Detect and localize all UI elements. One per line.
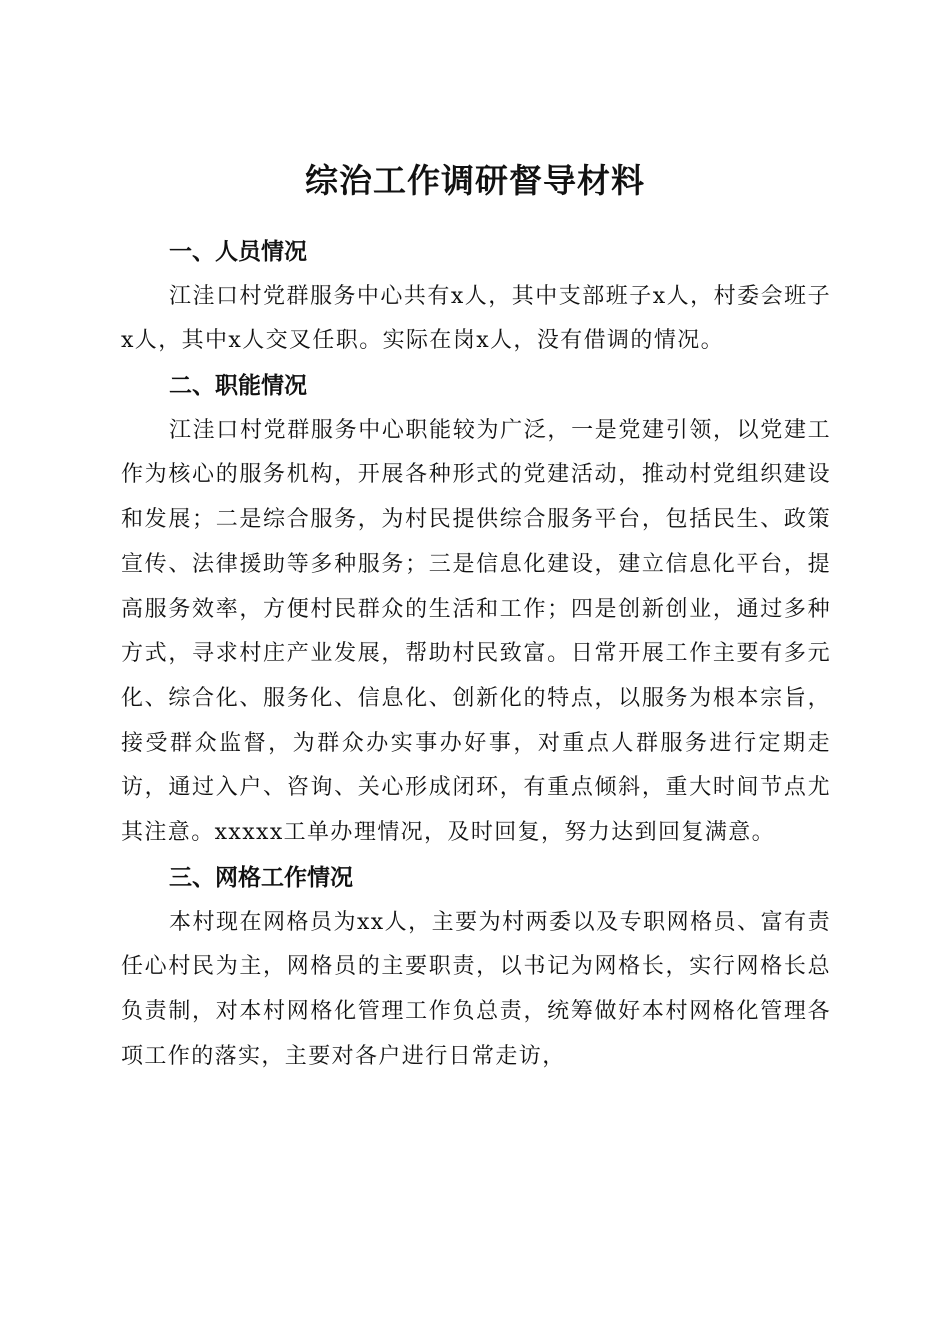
section-heading-personnel: 一、人员情况	[169, 239, 307, 265]
section-heading-functions: 二、职能情况	[169, 373, 307, 400]
section-paragraph-personnel: 江洼口村党群服务中心共有x人，其中支部班子x人，村委会班子x人，其中x人交叉任职。实际在岗x人，没有借调的情况。	[121, 283, 831, 354]
section-paragraph-grid-work: 本村现在网格员为xx人，主要为村两委以及专职网格员、富有责任心村民为主，网格员的主要职责，以书记为网格长，实行网格长总负责制，对本村网格化管理工作负总责，统筹做好本村网格化管理各项工作的落实，主要对各户进行日常走访，	[121, 909, 831, 1069]
document-body	[121, 230, 831, 1079]
section-heading-grid-work: 三、网格工作情况	[169, 864, 353, 891]
document-title: 综治工作调研督导材料	[305, 161, 645, 201]
section-paragraph-functions: 江洼口村党群服务中心职能较为广泛，一是党建引领，以党建工作为核心的服务机构，开展各种形式的党建活动，推动村党组织建设和发展；二是综合服务，为村民提供综合服务平台，包括民生、政策宣传、法律援助等多种服务；三是信息化建设，建立信息化平台，提高服务效率，方便村民群众的生活和工作；四是创新创业，通过多种方式，寻求村庄产业发展，帮助村民致富。日常开展工作主要有多元化、综合化、服务化、信息化、创新化的特点，以服务为根本宗旨，接受群众监督，为群众办实事办好事，对重点人群服务进行定期走访，通过入户、咨询、关心形成闭环，有重点倾斜，重大时间节点尤其注意。xxxxx工单办理情况，及时回复，努力达到回复满意。	[121, 417, 831, 846]
